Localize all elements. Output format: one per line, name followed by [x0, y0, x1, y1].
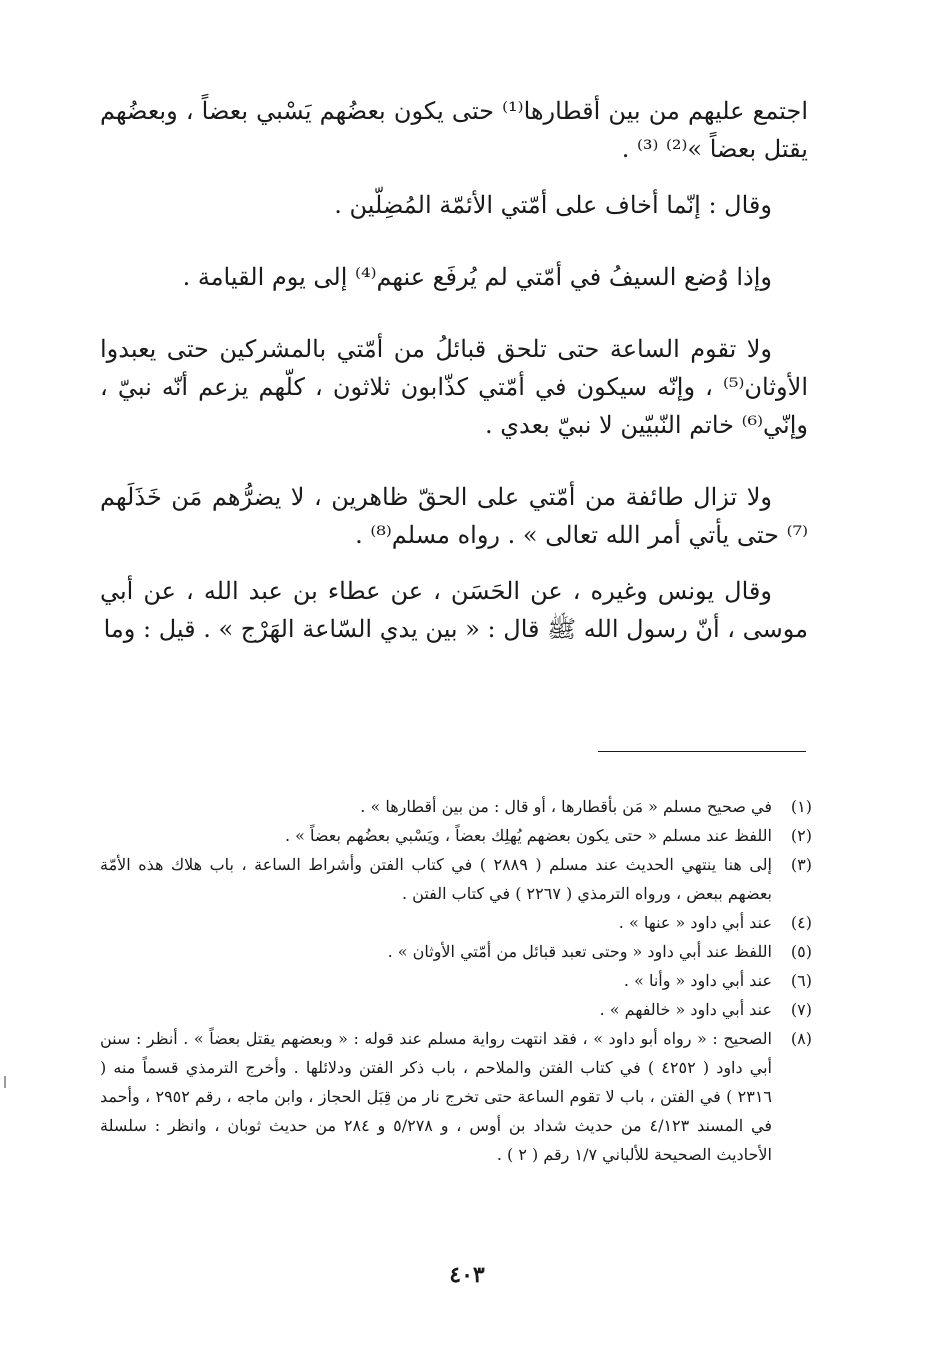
page-number: ٤٠٣: [449, 1262, 485, 1288]
paragraph-4-line-3: وإنّي⁽⁶⁾ خاتم النّبيّين لا نبيّ بعدي .: [484, 411, 808, 439]
paragraph-5: [100, 478, 808, 554]
footnote-number: (٨): [790, 1029, 812, 1048]
paragraph-6: [100, 572, 808, 648]
footnote-3: [100, 850, 812, 908]
footnote-8: [100, 1024, 812, 1169]
scan-speck: [4, 1076, 6, 1088]
paragraph-1-line-2: يقتل بعضاً »⁽²⁾ ⁽³⁾ .: [621, 135, 808, 163]
paragraph-5-line-1: ولا تزال طائفة من أمّتي على الحقّ ظاهرين ، لا يضرُّهم مَن: [171, 483, 772, 511]
footnote-2: [100, 821, 812, 850]
footnote-7: [100, 995, 812, 1024]
footnote-text: اللفظ عند مسلم « حتى يكون بعضهم يُهلِك بعضاً ، ويَسْبي بعضُهم بعضاً » .: [284, 826, 772, 845]
footnote-4: [100, 908, 812, 937]
paragraph-1-line-1: اجتمع عليهم من بين أقطارها⁽¹⁾ حتى يكون بعضُهم يَسْبي بعضاً ، وبعضُهم: [100, 97, 808, 125]
footnote-number: (٤): [790, 913, 812, 932]
footnote-number: (٣): [790, 855, 812, 874]
footnote-6: [100, 966, 812, 995]
footnote-1: [100, 792, 812, 821]
footnote-5: [100, 937, 812, 966]
paragraph-6-line-1: وقال يونس وغيره ، عن الحَسَن ، عن عطاء بن عبد الله ، عن أبي: [100, 577, 772, 605]
footnote-text: عند أبي داود « وأنا » .: [623, 971, 772, 990]
footnote-text: في صحيح مسلم « مَن بأقطارها ، أو قال : من بين أقطارها » .: [360, 797, 772, 816]
paragraph-2: وقال : إنّما أخاف على أمّتي الأئمّة المُضِلّين .: [334, 191, 772, 219]
footnote-number: (٢): [790, 826, 812, 845]
paragraph-5-line-2: خَذَلَهم ⁽⁷⁾ حتى يأتي أمر الله تعالى » . رواه مسلم⁽⁸⁾ .: [100, 483, 808, 549]
paragraph-3: وإذا وُضع السيفُ في أمّتي لم يُرفَع عنهم⁽⁴⁾ إلى يوم القيامة .: [182, 263, 772, 291]
main-text: [100, 92, 808, 648]
footnote-text: الصحيح : « رواه أبو داود » ، فقد انتهت رواية مسلم عند قوله : « وبعضهم يقتل بعضاً » . أنظر : سنن أبي داود ( ٤٢٥٢ ) في كتاب الفتن والملاحم ، باب ذكر الفتن ودلائلها . وأخرج الترمذي قسماً منه ( ٢٣١٦ ) في الفتن ، باب لا تقوم الساعة حتى تخرج نار من قِبَل الحجاز ، وابن ماجه ، رقم ٢٩٥٢ ، وأحمد في المسند ٤/١٢٣ من حديث شداد بن أوس ، و ٥/٢٧٨ و ٢٨٤ من حديث ثوبان ، وانظر : سلسلة الأحاديث الصحيحة للألباني ١/٧ رقم ( ٢ ) .: [100, 1029, 773, 1164]
paragraph-6-line-2: موسى ، أنّ رسول الله ﷺ قال : « بين يدي السّاعة الهَرْج » . قيل : وما: [103, 615, 808, 643]
paragraph-1: [100, 92, 808, 168]
footnote-divider: [598, 751, 806, 752]
footnote-text: اللفظ عند أبي داود « وحتى تعبد قبائل من أمّتي الأوثان » .: [387, 942, 772, 961]
footnote-text: عند أبي داود « خالفهم » .: [599, 1000, 772, 1019]
paragraph-4-line-1: ولا تقوم الساعة حتى تلحق قبائلُ من أمّتي بالمشركين حتى يعبدوا: [100, 335, 772, 363]
footnote-number: (٧): [790, 1000, 812, 1019]
footnote-number: (١): [790, 797, 812, 816]
footnote-text: عند أبي داود « عنها » .: [618, 913, 772, 932]
footnote-number: (٥): [790, 942, 812, 961]
paragraph-4-line-2: الأوثان⁽⁵⁾ ، وإنّه سيكون في أمّتي كذّابون ثلاثون ، كلّهم يزعم أنّه نبيّ ،: [100, 373, 808, 401]
footnotes: [100, 792, 812, 1169]
footnote-text: إلى هنا ينتهي الحديث عند مسلم ( ٢٨٨٩ ) في كتاب الفتن وأشراط الساعة ، باب هلاك هذه الأمّة بعضهم ببعض ، ورواه الترمذي ( ٢٢٦٧ ) في كتاب الفتن .: [100, 855, 772, 903]
footnote-number: (٦): [790, 971, 812, 990]
paragraph-4: [100, 330, 808, 444]
